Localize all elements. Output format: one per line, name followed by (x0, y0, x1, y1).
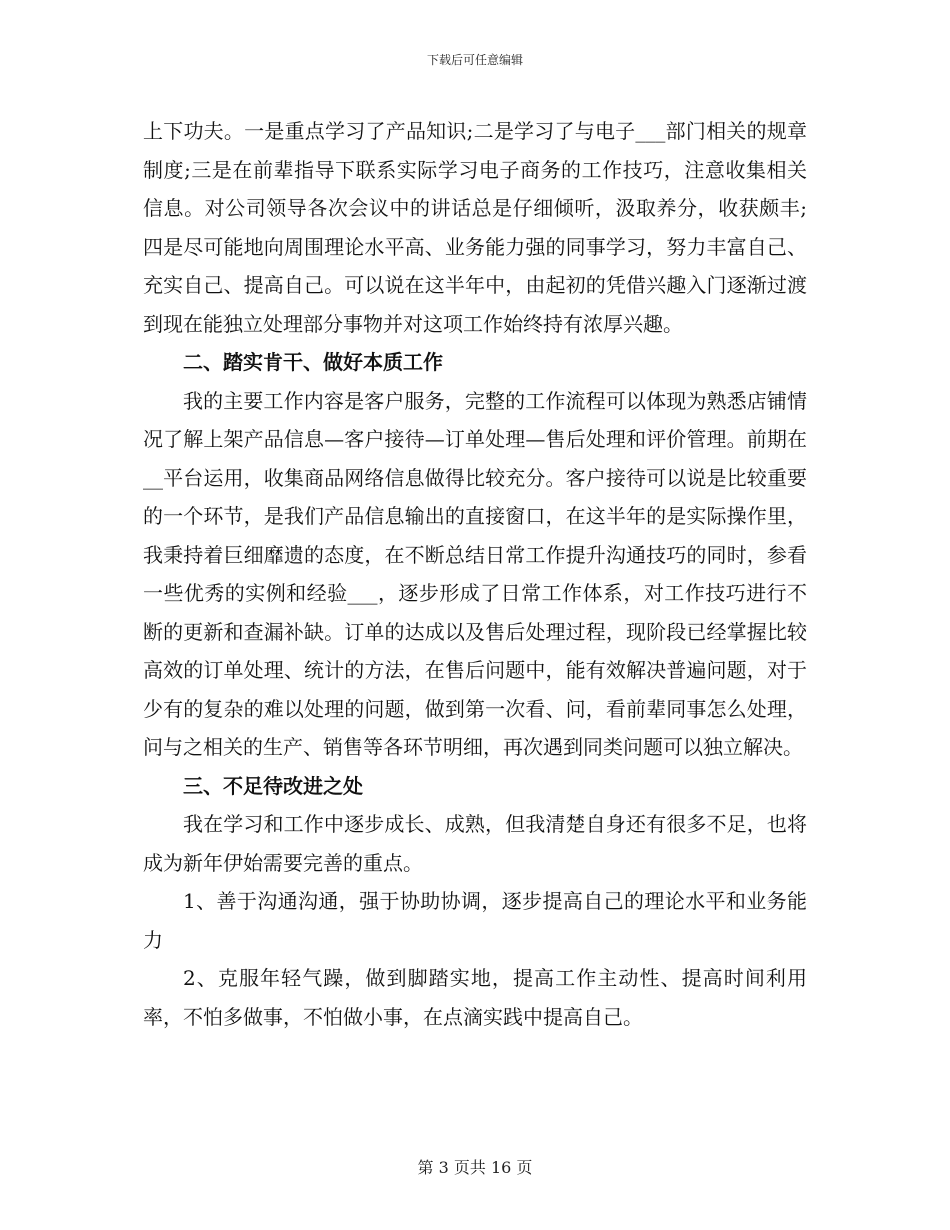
list-item-2: 2、克服年轻气躁，做到脚踏实地，提高工作主动性、提高时间利用率，不怕多做事，不怕做小事，在点滴实践中提高自己。 (143, 966, 807, 1029)
page-footer: 第 3 页共 16 页 (417, 1158, 533, 1177)
paragraph-continuation: 上下功夫。一是重点学习了产品知识;二是学习了与电子___部门相关的规章制度;三是在前辈指导下联系实际学习电子商务的工作技巧，注意收集相关信息。对公司领导各次会议中的讲话总是仔细倾听，汲取养分，收获颇丰;四是尽可能地向周围理论水平高、业务能力强的同事学习，努力丰富自己、充实自己、提高自己。可以说在这半年中，由起初的凭借兴趣入门逐渐过渡到现在能独立处理部分事物并对这项工作始终持有浓厚兴趣。 (143, 119, 807, 336)
paragraph-work-content: 我的主要工作内容是客户服务，完整的工作流程可以体现为熟悉店铺情况了解上架产品信息—客户接待—订单处理—售后处理和评价管理。前期在__平台运用，收集商品网络信息做得比较充分。客户接待可以说是比较重要的一个环节，是我们产品信息输出的直接窗口，在这半年的是实际操作里，我秉持着巨细靡遗的态度，在不断总结日常工作提升沟通技巧的同时，参看一些优秀的实例和经验___，逐步形成了日常工作体系，对工作技巧进行不断的更新和查漏补缺。订单的达成以及售后处理过程，现阶段已经掌握比较高效的订单处理、统计的方法，在售后问题中，能有效解决普遍问题，对于少有的复杂的难以处理的问题，做到第一次看、问，看前辈同事怎么处理，问与之相关的生产、销售等各环节明细，再次遇到同类问题可以独立解决。 (143, 388, 807, 759)
document-body (143, 112, 807, 1036)
list-item-1: 1、善于沟通沟通，强于协助协调，逐步提高自己的理论水平和业务能力 (143, 889, 807, 952)
paragraph-shortcomings: 我在学习和工作中逐步成长、成熟，但我清楚自身还有很多不足，也将成为新年伊始需要完善的重点。 (143, 812, 807, 875)
section-heading-3: 三、不足待改进之处 (183, 773, 363, 798)
page-header: 下载后可任意编辑 (426, 53, 523, 67)
section-heading-2: 二、踏实肯干、做好本质工作 (183, 350, 443, 374)
